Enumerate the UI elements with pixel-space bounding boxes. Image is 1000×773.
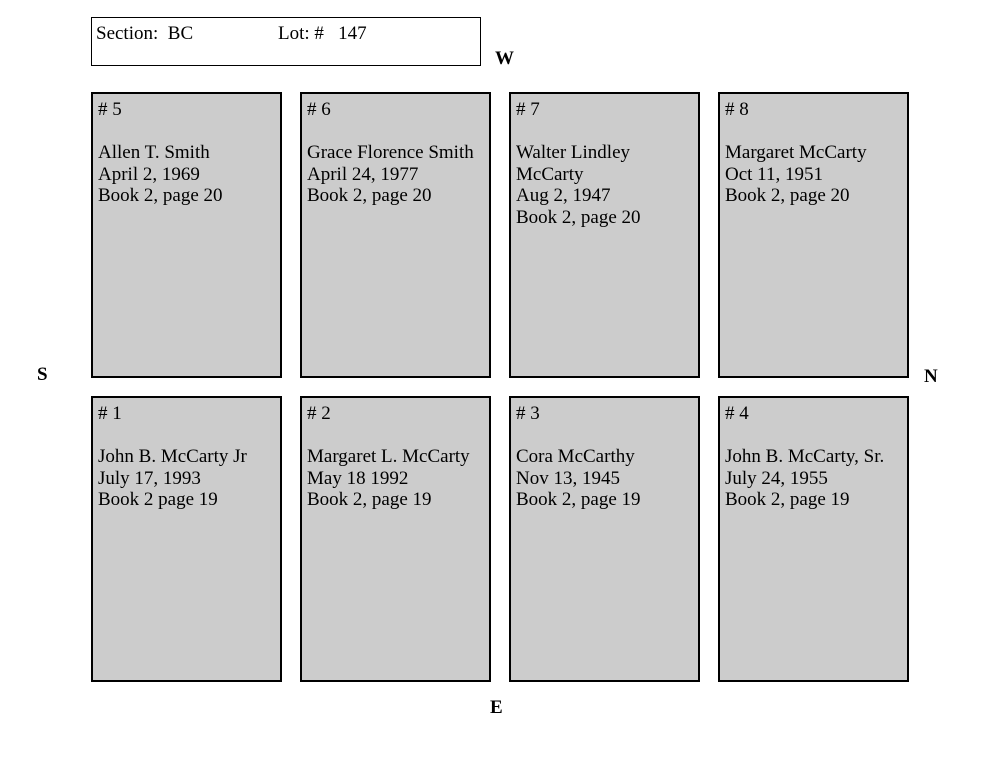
plot-8: [718, 92, 909, 378]
compass-east: E: [490, 697, 503, 718]
plot-name: Cora McCarthy: [516, 446, 635, 467]
plot-date: Nov 13, 1945: [516, 467, 620, 489]
plot-number: # 1: [98, 403, 122, 424]
plot-name: Allen T. Smith: [98, 142, 210, 163]
plot-book: Book 2, page 19: [516, 489, 641, 510]
plot-date: April 24, 1977: [307, 163, 419, 185]
plot-book: Book 2 page 19: [98, 489, 218, 510]
plot-book: Book 2, page 19: [307, 489, 432, 510]
plot-date: Aug 2, 1947: [516, 185, 611, 206]
plot-5: [91, 92, 282, 378]
plot-number: # 8: [725, 99, 749, 120]
plot-name-cont: McCarty: [516, 163, 584, 185]
plot-3: [509, 396, 700, 682]
plot-book: Book 2, page 20: [307, 185, 432, 206]
plot-date: July 24, 1955: [725, 467, 828, 489]
plot-book: Book 2, page 19: [725, 489, 850, 510]
plot-1: [91, 396, 282, 682]
compass-west: W: [495, 48, 514, 69]
plot-name: Margaret L. McCarty: [307, 446, 470, 467]
compass-north: N: [924, 366, 938, 387]
plot-book: Book 2, page 20: [516, 206, 641, 228]
lot-label: Lot: # 147: [278, 23, 367, 44]
plot-name: John B. McCarty, Sr.: [725, 446, 885, 467]
plot-number: # 6: [307, 99, 331, 120]
section-lot-header: [91, 17, 481, 66]
plot-date: Oct 11, 1951: [725, 163, 823, 185]
plot-date: April 2, 1969: [98, 163, 200, 185]
plot-book: Book 2, page 20: [98, 185, 223, 206]
plot-6: [300, 92, 491, 378]
plot-number: # 7: [516, 99, 540, 120]
plot-name: Margaret McCarty: [725, 142, 867, 163]
plot-7: [509, 92, 700, 378]
plot-date: July 17, 1993: [98, 467, 201, 489]
plot-number: # 4: [725, 403, 749, 424]
plot-number: # 3: [516, 403, 540, 424]
plot-4: [718, 396, 909, 682]
plot-name: Grace Florence Smith: [307, 142, 474, 163]
section-label: Section: BC: [96, 23, 194, 44]
plot-name: Walter Lindley: [516, 142, 631, 163]
plot-name: John B. McCarty Jr: [98, 446, 247, 467]
plot-number: # 2: [307, 403, 331, 424]
plot-date: May 18 1992: [307, 467, 409, 489]
plot-number: # 5: [98, 99, 122, 120]
plot-book: Book 2, page 20: [725, 185, 850, 206]
compass-south: S: [37, 364, 48, 385]
plot-2: [300, 396, 491, 682]
